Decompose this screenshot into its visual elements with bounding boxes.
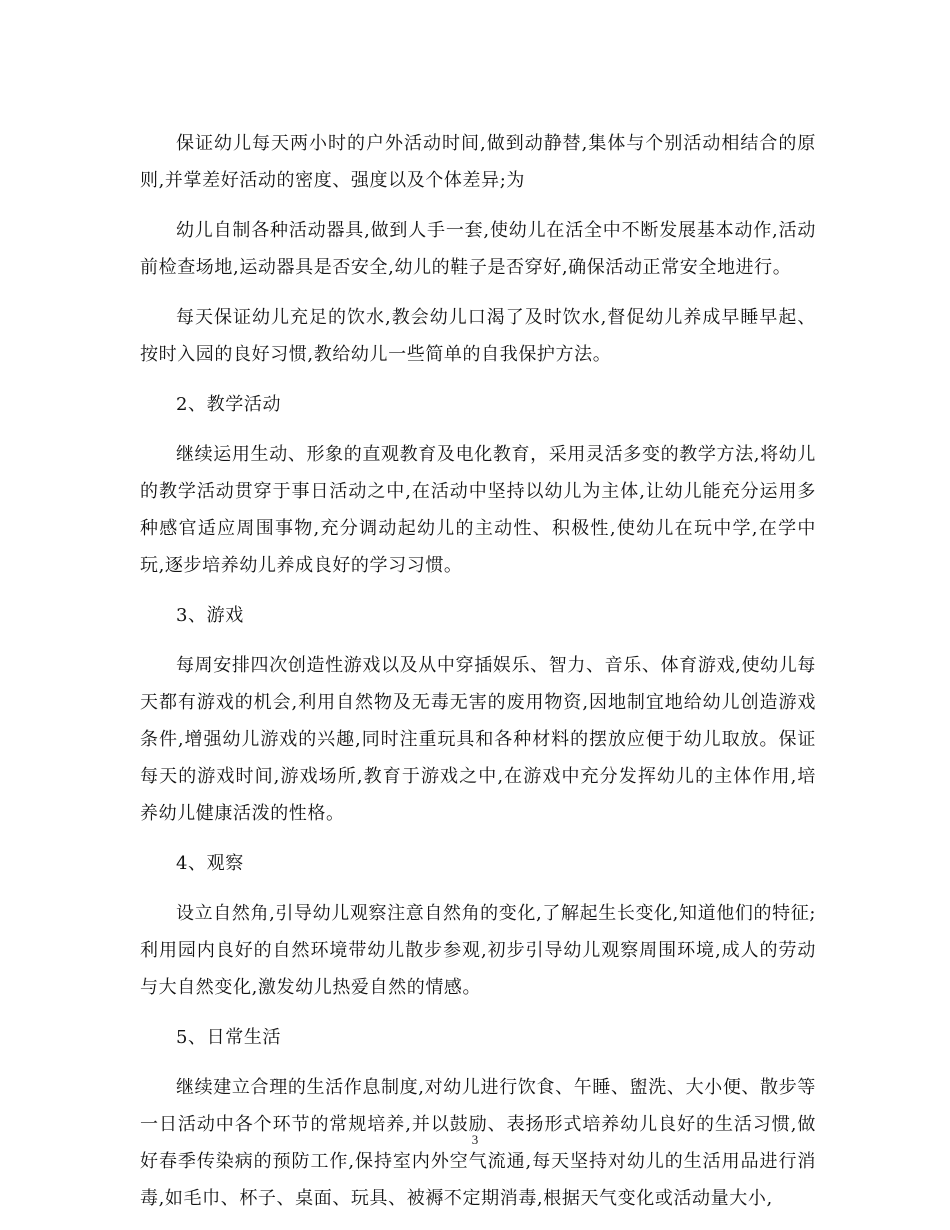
- page-number: 3: [471, 1132, 479, 1147]
- paragraph-daily-life: 继续建立合理的生活作息制度,对幼儿进行饮食、午睡、盥洗、大小便、散步等一日活动中各个环节的常规培养,并以鼓励、表扬形式培养幼儿良好的生活习惯,做好春季传染病的预防工作,保持室内外空气流通,每天坚持对幼儿的生活用品进行消毒,如毛巾、杯子、桌面、玩具、被褥不定期消毒,根据天气变化或活动量大小,: [140, 1077, 816, 1209]
- paragraph-teaching: 继续运用生动、形象的直观教育及电化教育，采用灵活多变的教学方法,将幼儿的教学活动贯穿于事日活动之中,在活动中坚持以幼儿为主体,让幼儿能充分运用多种感官适应周围事物,充分调动起幼儿的主动性、积极性,使幼儿在玩中学,在学中玩,逐步培养幼儿养成良好的学习习惯。: [140, 444, 816, 576]
- paragraph-games: 每周安排四次创造性游戏以及从中穿插娱乐、智力、音乐、体育游戏,使幼儿每天都有游戏的机会,利用自然物及无毒无害的废用物资,因地制宜地给幼儿创造游戏条件,增强幼儿游戏的兴趣,同时注重玩具和各种材料的摆放应便于幼儿取放。保证每天的游戏时间,游戏场所,教育于游戏之中,在游戏中充分发挥幼儿的主体作用,培养幼儿健康活泼的性格。: [140, 655, 816, 824]
- paragraph-observation: 设立自然角,引导幼儿观察注意自然角的变化,了解起生长变化,知道他们的特征;利用园内良好的自然环境带幼儿散步参观,初步引导幼儿观察周围环境,成人的劳动与大自然变化,激发幼儿热爱自然的情感。: [140, 903, 816, 998]
- section-heading-games: 3、游戏: [176, 605, 244, 626]
- paragraph-activity-equipment: 幼儿自制各种活动器具,做到人手一套,使幼儿在活全中不断发展基本动作,活动前检查场地,运动器具是否安全,幼儿的鞋子是否穿好,确保活动正常安全地进行。: [140, 220, 816, 278]
- paragraph-drinking-habits: 每天保证幼儿充足的饮水,教会幼儿口渴了及时饮水,督促幼儿养成早睡早起、按时入园的良好习惯,教给幼儿一些简单的自我保护方法。: [140, 307, 816, 365]
- paragraph-outdoor-activity: 保证幼儿每天两小时的户外活动时间,做到动静替,集体与个别活动相结合的原则,并掌差好活动的密度、强度以及个体差异;为: [140, 133, 816, 191]
- section-heading-observation: 4、观察: [176, 853, 244, 874]
- section-heading-daily-life: 5、日常生活: [176, 1027, 282, 1048]
- document-body: [140, 125, 816, 1230]
- section-heading-teaching: 2、教学活动: [176, 394, 282, 415]
